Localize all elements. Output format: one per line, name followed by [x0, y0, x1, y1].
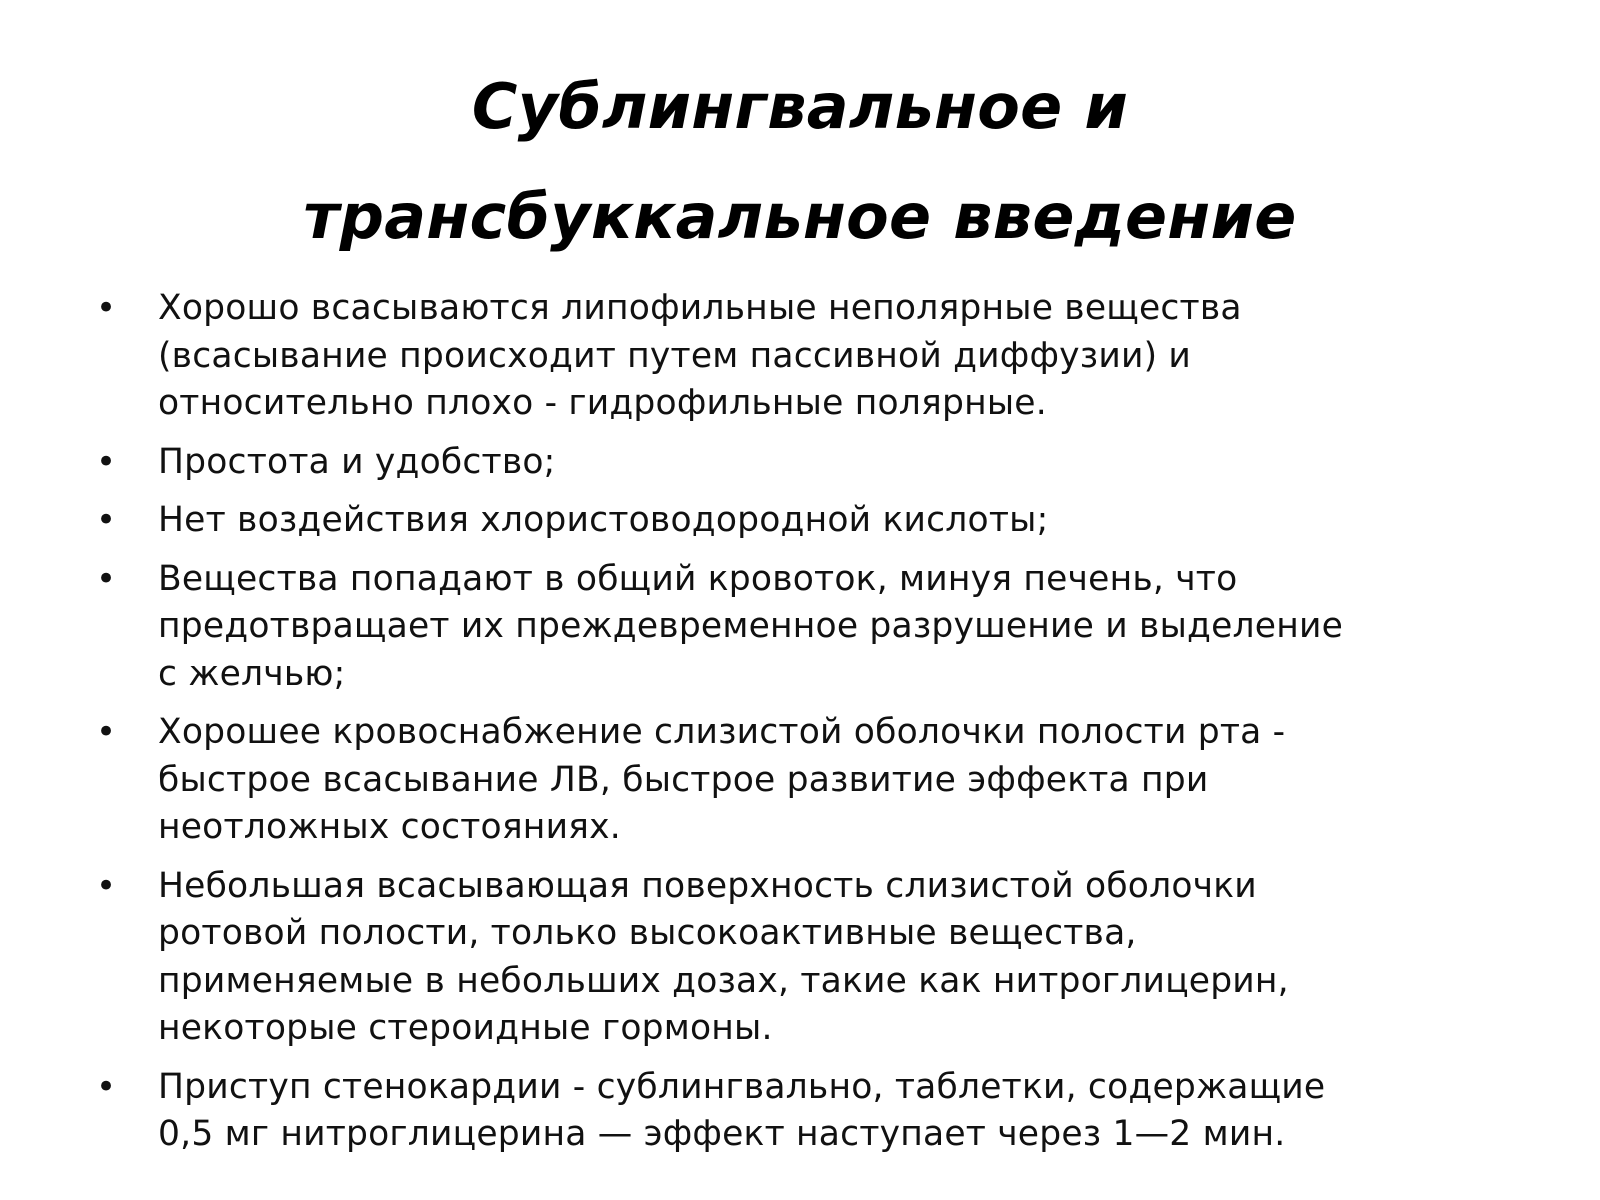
bullet-line: предотвращает их преждевременное разрушение и выделение — [158, 606, 1343, 646]
bullet-item-no-acid — [96, 497, 1536, 545]
bullet-text — [158, 285, 1536, 428]
bullet-text — [158, 497, 1536, 545]
bullet-line: 0,5 мг нитроглицерина — эффект наступает через 1—2 мин. — [158, 1114, 1286, 1154]
bullet-marker: • — [96, 1066, 117, 1107]
bullet-line: ротовой полости, только высокоактивные вещества, — [158, 913, 1137, 953]
bullet-marker: • — [96, 441, 117, 482]
bullet-line: Нет воздействия хлористоводородной кислоты; — [158, 500, 1049, 540]
slide-title-line-1: Сублингвальное и — [471, 70, 1129, 143]
bullet-line: Хорошее кровоснабжение слизистой оболочки полости рта - — [158, 712, 1286, 752]
bullet-item-absorption — [96, 285, 1536, 428]
bullet-item-blood-supply — [96, 709, 1536, 852]
bullet-line: Хорошо всасываются липофильные неполярные вещества — [158, 288, 1242, 328]
bullet-line: относительно плохо - гидрофильные полярные. — [158, 383, 1047, 423]
bullet-marker: • — [96, 712, 117, 752]
slide-title — [100, 52, 1500, 272]
bullet-item-simplicity — [96, 439, 1536, 487]
bullet-item-bypass-liver — [96, 556, 1536, 699]
bullet-item-small-surface — [96, 863, 1536, 1053]
bullet-text — [158, 556, 1536, 699]
bullet-marker: • — [96, 865, 117, 906]
bullet-text — [158, 439, 1536, 487]
bullet-text — [158, 1064, 1536, 1159]
bullet-item-angina — [96, 1064, 1536, 1159]
bullet-line: неотложных состояниях. — [158, 807, 621, 847]
bullet-text — [158, 709, 1536, 852]
bullet-marker: • — [96, 558, 117, 599]
bullet-line: с желчью; — [158, 653, 346, 694]
bullet-line: Простота и удобство; — [158, 441, 556, 482]
bullet-line: некоторые стероидные гормоны. — [158, 1008, 773, 1048]
bullet-line: Приступ стенокардии - сублингвально, таблетки, содержащие — [158, 1066, 1326, 1107]
bullet-line: Небольшая всасывающая поверхность слизистой оболочки — [158, 865, 1257, 906]
bullet-line: быстрое всасывание ЛВ, быстрое развитие эффекта при — [158, 759, 1209, 800]
slide-title-line-2: трансбуккальное введение — [303, 180, 1297, 253]
bullet-line: (всасывание происходит путем пассивной диффузии) и — [158, 335, 1192, 376]
bullet-line: применяемые в небольших дозах, такие как нитроглицерин, — [158, 960, 1289, 1001]
bullet-marker: • — [96, 288, 117, 328]
bullet-list — [96, 285, 1536, 1170]
bullet-text — [158, 863, 1536, 1053]
bullet-line: Вещества попадают в общий кровоток, минуя печень, что — [158, 558, 1238, 599]
bullet-marker: • — [96, 500, 117, 540]
